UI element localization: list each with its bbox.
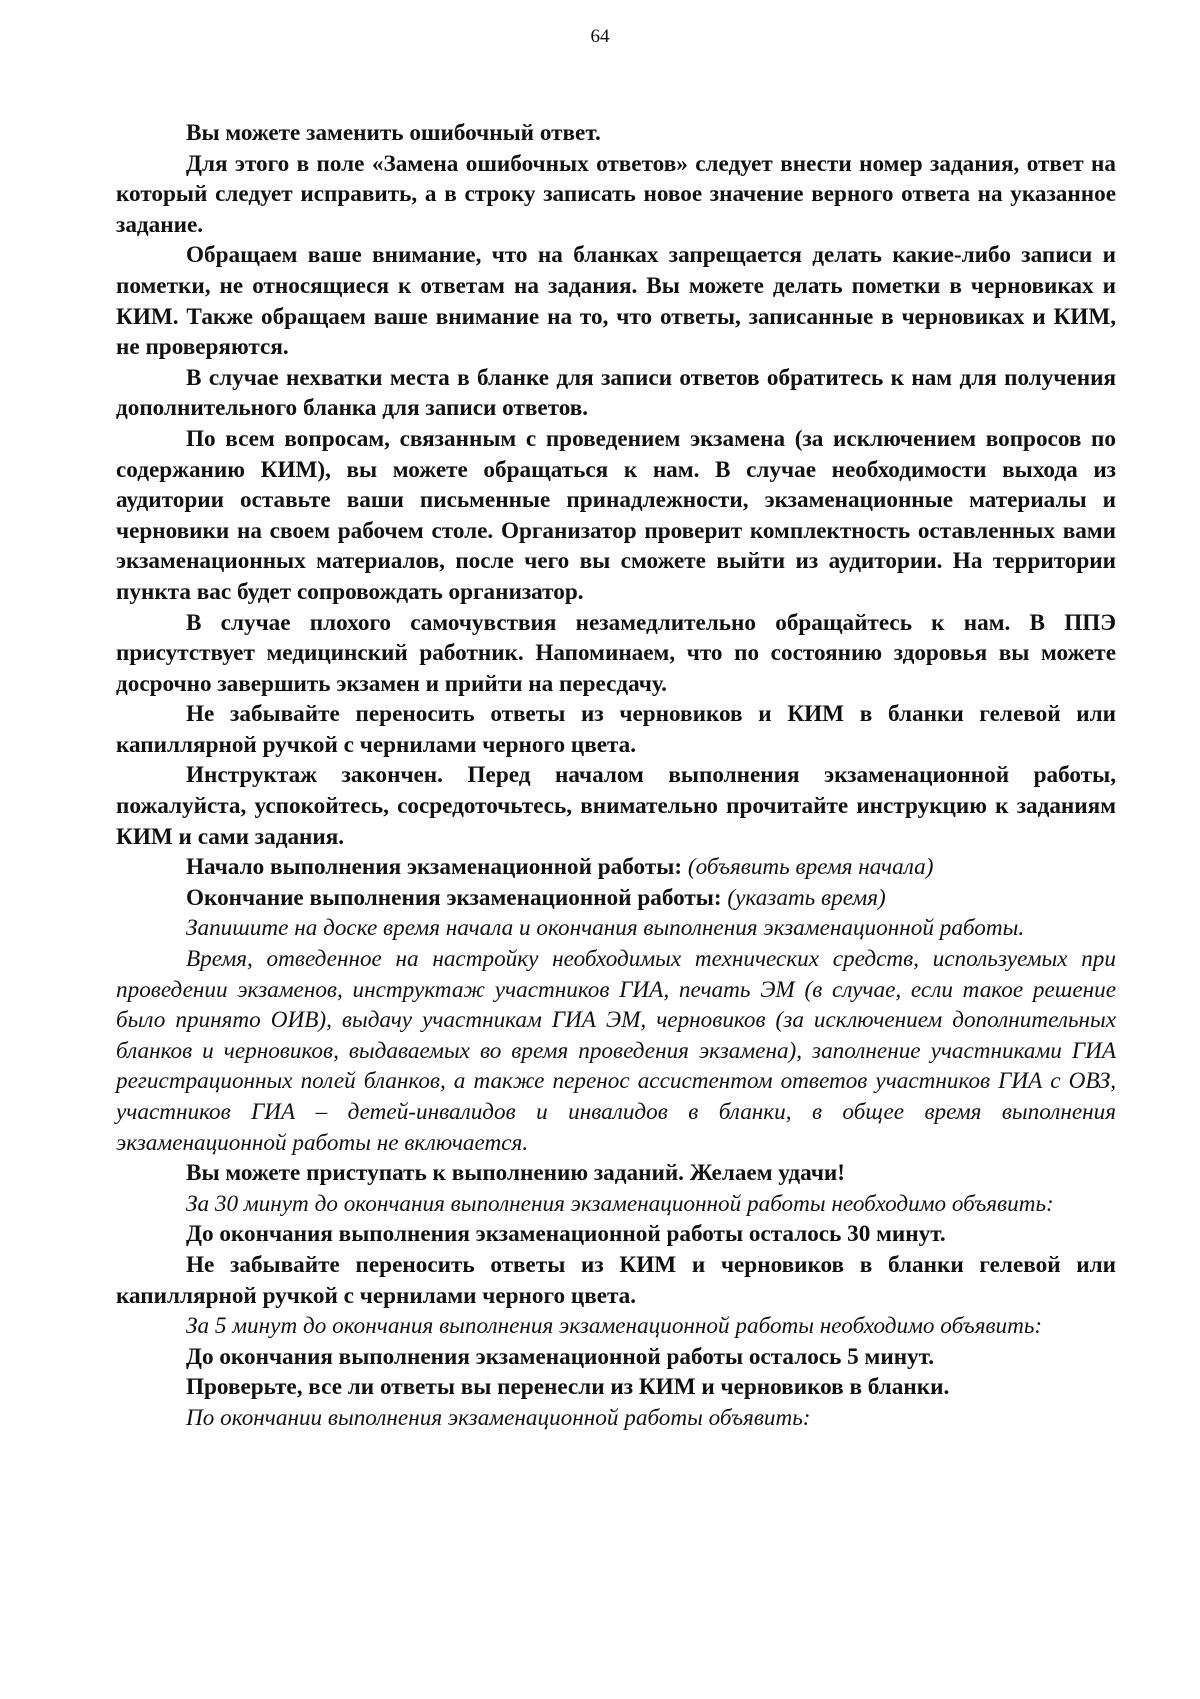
paragraph-30-min-announcement: До окончания выполнения экзаменационной работы осталось 30 минут. bbox=[186, 1221, 946, 1248]
paragraph-start-time bbox=[116, 852, 1116, 883]
paragraph-start-tasks: Вы можете приступать к выполнению заданий. Желаем удачи! bbox=[186, 1160, 845, 1187]
paragraph-replace-answer: Вы можете заменить ошибочный ответ. bbox=[186, 120, 601, 146]
paragraph-no-marks-warning: Обращаем ваше внимание, что на бланках запрещается делать какие-либо записи и пометки, не относящиеся к ответам на задания. Вы можете делать пометки в черновиках и КИМ. Также обращаем ваше внимание на то, что ответы, записанные в черновиках и КИМ, не проверяются. bbox=[116, 242, 1116, 361]
paragraph-30-min-note: За 30 минут до окончания выполнения экзаменационной работы необходимо объявить: bbox=[186, 1190, 1054, 1217]
end-time-label: Окончание выполнения экзаменационной работы: bbox=[186, 884, 722, 911]
paragraph-end-note: По окончании выполнения экзаменационной работы объявить: bbox=[186, 1404, 811, 1431]
paragraph-briefing-finished: Инструктаж закончен. Перед началом выполнения экзаменационной работы, пожалуйста, успокойтесь, сосредоточьтесь, внимательно прочитайте инструкцию к заданиям КИМ и сами задания. bbox=[116, 762, 1116, 850]
paragraph-questions-leaving: По всем вопросам, связанным с проведением экзамена (за исключением вопросов по содержанию КИМ), вы можете обращаться к нам. В случае необходимости выхода из аудитории оставьте ваши письменные принадлежности, экзаменационные материалы и черновики на своем рабочем столе. Организатор проверит комплектность оставленных вами экзаменационных материалов, после чего вы сможете выйти из аудитории. На территории пункта вас будет сопровождать организатор. bbox=[116, 425, 1116, 605]
paragraph-replace-field-instructions: Для этого в поле «Замена ошибочных ответов» следует внести номер задания, ответ на который следует исправить, а в строку записать новое значение верного ответа на указанное задание. bbox=[116, 150, 1116, 238]
end-time-note: (указать время) bbox=[727, 884, 886, 911]
paragraph-time-excluded: Время, отведенное на настройку необходимых технических средств, используемых при проведении экзаменов, инструктаж участников ГИА, печать ЭМ (в случае, если такое решение было принято ОИВ), выдачу участникам ГИА ЭМ, черновиков (за исключением дополнительных бланков и черновиков, выдаваемых во время проведения экзамена), заполнение участниками ГИА регистрационных полей бланков, а также перенос ассистентом ответов участников ГИА с ОВЗ, участников ГИА – детей-инвалидов и инвалидов в бланки, в общее время выполнения экзаменационной работы не включается. bbox=[116, 946, 1116, 1156]
paragraph-transfer-answers: Не забывайте переносить ответы из черновиков и КИМ в бланки гелевой или капиллярной ручкой с чернилами черного цвета. bbox=[116, 701, 1116, 758]
paragraph-transfer-reminder: Не забывайте переносить ответы из КИМ и черновиков в бланки гелевой или капиллярной ручкой с чернилами черного цвета. bbox=[116, 1251, 1116, 1309]
paragraph-feeling-unwell: В случае плохого самочувствия незамедлительно обращайтесь к нам. В ППЭ присутствует медицинский работник. Напоминаем, что по состоянию здоровья вы можете досрочно завершить экзамен и прийти на пересдачу. bbox=[116, 609, 1116, 697]
paragraph-end-time bbox=[116, 883, 1116, 914]
paragraph-check-transfer: Проверьте, все ли ответы вы перенесли из КИМ и черновиков в бланки. bbox=[186, 1374, 950, 1401]
paragraph-5-min-note: За 5 минут до окончания выполнения экзаменационной работы необходимо объявить: bbox=[186, 1313, 1043, 1340]
page-number: 64 bbox=[590, 26, 610, 47]
paragraph-extra-form: В случае нехватки места в бланке для записи ответов обратитесь к нам для получения дополнительного бланка для записи ответов. bbox=[116, 364, 1116, 422]
start-time-note: (объявить время начала) bbox=[687, 854, 934, 881]
document-body bbox=[116, 118, 1116, 1434]
paragraph-5-min-announcement: До окончания выполнения экзаменационной работы осталось 5 минут. bbox=[186, 1343, 935, 1370]
start-time-label: Начало выполнения экзаменационной работы: bbox=[186, 854, 683, 881]
paragraph-write-on-board: Запишите на доске время начала и окончания выполнения экзаменационной работы. bbox=[186, 915, 1025, 942]
